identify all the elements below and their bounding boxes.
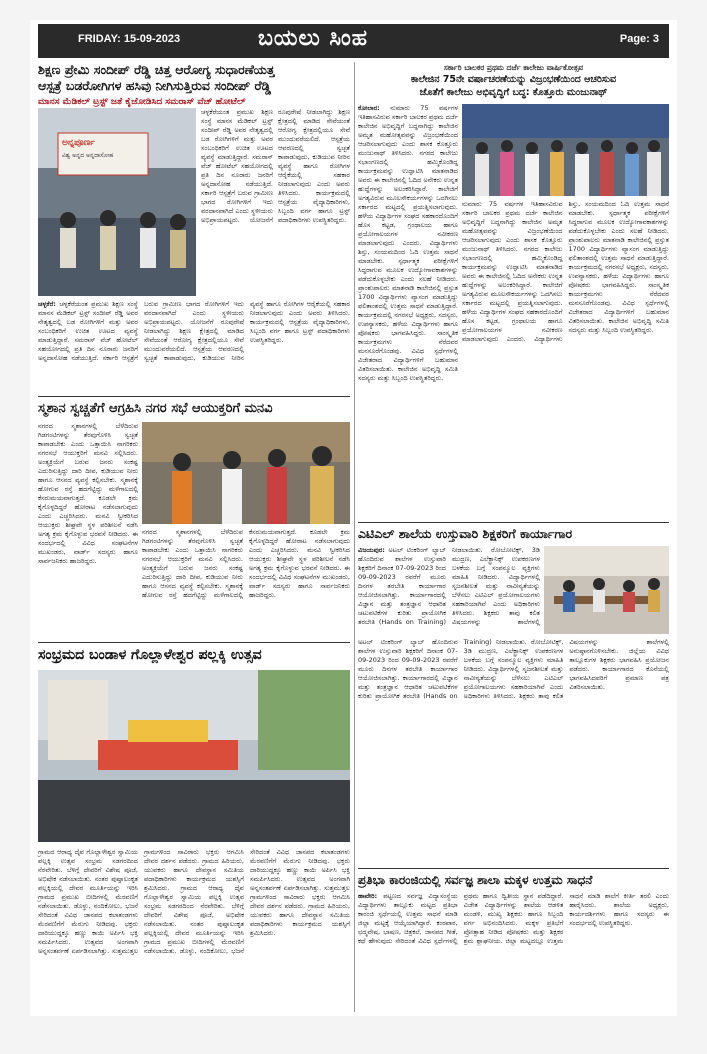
story-1-headline-1: ಶಿಕ್ಷಣ ಪ್ರೇಮಿ ಸಂದೀಪ್ ರೆಡ್ಡಿ ಚಿತ್ತ ಆರೋಗ್ಯ ಸುಧಾರಣೆಯತ್ತ: [38, 62, 275, 77]
divider: [358, 522, 669, 523]
story-3-body-text-b: ಗ್ರಾಮದ ಆರಾಧ್ಯ ದೈವ ಗೊಲ್ಲಾಳೇಶ್ವರ ಸ್ವಾಮಿಯ ಪಲ್ಲಕ್ಕಿ ಉತ್ಸವ ಸಂಭ್ರಮ ಸಡಗರದಿಂದ ನೆರವೇರಿತು. ಬೆಳಿಗ್ಗೆ ದೇವರಿಗೆ ವಿಶೇಷ ಪೂಜೆ, ಅಭಿಷೇಕ ನಡೆಸಲಾಯಿತು. ನಂತರ ಪುಷ್ಪಾಲಂಕೃತ ಪಲ್ಲಕ್ಕಿಯಲ್ಲಿ ದೇವರ ಮೂರ್ತಿಯನ್ನು ಇರಿಸಿ ಗ್ರಾಮದ ಪ್ರಮುಖ ಬೀದಿಗಳಲ್ಲಿ ಮೆರವಣಿಗೆ ನಡೆಸಲಾಯಿತು. ಡೊಳ್ಳು, ನಂದಿಕೋಲು, ಭಜನೆ ಸೇರಿದಂತೆ ವಿವಿಧ ಜಾನಪದ ಕಲಾತಂಡಗಳು ಮೆರವಣಿಗೆಗೆ ಮೆರುಗು ನೀಡಿದವು. ಭಕ್ತರು ದಾರಿಯುದ್ದಕ್ಕೂ ಹಣ್ಣು ಕಾಯಿ ಅರ್ಪಿಸಿ ಭಕ್ತಿ ಸಮರ್ಪಿಸಿದರು. ಉತ್ಸವದ ಅಂಗವಾಗಿ ಅನ್ನಸಂತರ್ಪಣೆ ಏರ್ಪಡಿಸಲಾಗಿತ್ತು. ಸುತ್ತಮುತ್ತಲ ಗ್ರಾಮಗಳಿಂದ ಸಾವಿರಾರು ಭಕ್ತರು ಆಗಮಿಸಿ ದೇವರ ದರ್ಶನ ಪಡೆದರು. ಗ್ರಾಮದ ಹಿರಿಯರು, ಯುವಕರು ಹಾಗೂ ದೇವಸ್ಥಾನ ಸಮಿತಿಯ ಪದಾಧಿಕಾರಿಗಳು ಕಾರ್ಯಕ್ರಮದ ಯಶಸ್ಸಿಗೆ ಶ್ರಮಿಸಿದರು.: [144, 848, 350, 955]
story-1-body-lower: [38, 300, 350, 390]
story-5-dateline: ವಿಜಯಪುರ:: [358, 546, 385, 554]
story-1: [38, 62, 350, 108]
story-5-photo-graphic: [544, 546, 669, 634]
story-1-subhead: ಮಾನಸ ಮೆಡಿಕಲ್ ಟ್ರಸ್ಟ್ ಜತೆ ಕೈಜೋಡಿಸಿದ ಸಮರಾಸ್ ವೆಜ್ ಹೋಟೆಲ್: [38, 97, 246, 107]
photo-sign-text: ಅನ್ನಪೂರ್ಣ: [62, 138, 95, 148]
story-3-body: [38, 848, 350, 1054]
story-3-body-text-a: ಗ್ರಾಮದ ಆರಾಧ್ಯ ದೈವ ಗೊಲ್ಲಾಳೇಶ್ವರ ಸ್ವಾಮಿಯ ಪಲ್ಲಕ್ಕಿ ಉತ್ಸವ ಸಂಭ್ರಮ ಸಡಗರದಿಂದ ನೆರವೇರಿತು. ಬೆಳಿಗ್ಗೆ ದೇವರಿಗೆ ವಿಶೇಷ ಪೂಜೆ, ಅಭಿಷೇಕ ನಡೆಸಲಾಯಿತು. ನಂತರ ಪುಷ್ಪಾಲಂಕೃತ ಪಲ್ಲಕ್ಕಿಯಲ್ಲಿ ದೇವರ ಮೂರ್ತಿಯನ್ನು ಇರಿಸಿ ಗ್ರಾಮದ ಪ್ರಮುಖ ಬೀದಿಗಳಲ್ಲಿ ಮೆರವಣಿಗೆ ನಡೆಸಲಾಯಿತು. ಡೊಳ್ಳು, ನಂದಿಕೋಲು, ಭಜನೆ ಸೇರಿದಂತೆ ವಿವಿಧ ಜಾನಪದ ಕಲಾತಂಡಗಳು ಮೆರವಣಿಗೆಗೆ ಮೆರುಗು ನೀಡಿದವು. ಭಕ್ತರು ದಾರಿಯುದ್ದಕ್ಕೂ ಹಣ್ಣು ಕಾಯಿ ಅರ್ಪಿಸಿ ಭಕ್ತಿ ಸಮರ್ಪಿಸಿದರು. ಉತ್ಸವದ ಅಂಗವಾಗಿ ಅನ್ನಸಂತರ್ಪಣೆ ಏರ್ಪಡಿಸಲಾಗಿತ್ತು. ಸುತ್ತಮುತ್ತಲ ಗ್ರಾಮಗಳಿಂದ ಸಾವಿರಾರು ಭಕ್ತರು ಆಗಮಿಸಿ ದೇವರ ದರ್ಶನ ಪಡೆದರು. ಗ್ರಾಮದ ಹಿರಿಯರು, ಯುವಕರು ಹಾಗೂ ದೇವಸ್ಥಾನ ಸಮಿತಿಯ ಪದಾಧಿಕಾರಿಗಳು ಕಾರ್ಯಕ್ರಮದ ಯಶಸ್ಸಿಗೆ ಶ್ರಮಿಸಿದರು.: [38, 848, 244, 955]
column-divider: [354, 62, 355, 1012]
story-1-headline-2: ಆಸ್ಪತ್ರೆ ಬಡರೋಗಿಗಳ ಹಸಿವು ನೀಗಿಸುತ್ತಿರುವ ಸಂದೀಪ್ ರೆಡ್ಡಿ: [38, 78, 271, 93]
story-4-photo: [462, 104, 669, 196]
story-1-body-text-b: ಚಳ್ಳಕೆರೆಯಂತ ಪ್ರಮುಖ ಶಿಕ್ಷಣ ಸಂಸ್ಥೆ ಮಾನಸ ಮೆಡಿಕಲ್ ಟ್ರಸ್ಟ್ ಸಂದೀಪ್ ರೆಡ್ಡಿ ಅವರ ನೇತೃತ್ವದಲ್ಲಿ ಬಡ ರೋಗಿಗಳಿಗೆ ಮತ್ತು ಅವರ ಸಂಬಂಧಿಕರಿಗೆ ಉಚಿತ ಊಟದ ವ್ಯವಸ್ಥೆ ಮಾಡುತ್ತಿದ್ದಾರೆ. ಸಮರಾಸ್ ವೆಜ್ ಹೋಟೆಲ್ ಸಹಯೋಗದಲ್ಲಿ ಪ್ರತಿ ದಿನ ನೂರಾರು ಜನರಿಗೆ ಅನ್ನದಾಸೋಹ ನಡೆಯುತ್ತಿದೆ. ಸರ್ಕಾರಿ ಆಸ್ಪತ್ರೆಗೆ ಬರುವ ಗ್ರಾಮೀಣ ಭಾಗದ ರೋಗಿಗಳಿಗೆ ಇದು ವರದಾನವಾಗಿದೆ ಎಂದು ಸ್ಥಳೀಯರು ಅಭಿಪ್ರಾಯಪಟ್ಟರು. ಯೋಜನೆಗೆ ರೂಪುರೇಷೆ ನೀಡಲಾಗಿದ್ದು ಶಿಕ್ಷಣ ಕ್ಷೇತ್ರದಲ್ಲಿ ಮಾಡಿದ ಸೇವೆಯಂತೆ ಆರೋಗ್ಯ ಕ್ಷೇತ್ರದಲ್ಲಿಯೂ ಸೇವೆ ಮುಂದುವರೆಯಲಿದೆ. ಆಸ್ಪತ್ರೆಯ ಆವರಣದಲ್ಲಿ ಸ್ವಚ್ಛತೆ ಕಾಪಾಡುವುದು, ಕುಡಿಯುವ ನೀರಿನ ವ್ಯವಸ್ಥೆ ಹಾಗೂ ರೋಗಿಗಳ ಆರೈಕೆಯಲ್ಲಿ ಸಹಕಾರ ನೀಡಲಾಗುವುದು ಎಂದು ಅವರು ತಿಳಿಸಿದರು. ಕಾರ್ಯಕ್ರಮದಲ್ಲಿ ಆಸ್ಪತ್ರೆಯ ವೈದ್ಯಾಧಿಕಾರಿಗಳು, ಸಿಬ್ಬಂದಿ ವರ್ಗ ಹಾಗೂ ಟ್ರಸ್ಟ್ ಪದಾಧಿಕಾರಿಗಳು ಉಪಸ್ಥಿತರಿದ್ದರು.: [38, 300, 350, 362]
divider: [38, 642, 350, 643]
story-5-body-text-b: ಅಟಲ್ ಟಿಂಕರಿಂಗ್ ಲ್ಯಾಬ್ ಹೊಂದಿರುವ ಶಾಲೆಗಳ ಉಸ್ತುವಾರಿ ಶಿಕ್ಷಕರಿಗೆ ದಿನಾಂಕ 07-09-2023 ರಿಂದ 09-09-2023 ರವರೆಗೆ ಮೂರು ದಿನಗಳ ತರಬೇತಿ ಕಾರ್ಯಾಗಾರ ಆಯೋಜಿಸಲಾಗಿತ್ತು. ಕಾರ್ಯಾಗಾರದಲ್ಲಿ ವಿಜ್ಞಾನ ಮತ್ತು ತಂತ್ರಜ್ಞಾನ ಆಧಾರಿತ ಚಟುವಟಿಕೆಗಳ ಕುರಿತು ಪ್ರಾಯೋಗಿಕ ತರಬೇತಿ (Hands on Training) ನೀಡಲಾಯಿತು. ರೋಬೋಟಿಕ್ಸ್, 3ಡಿ ಮುದ್ರಣ, ಎಲೆಕ್ಟ್ರಾನಿಕ್ಸ್ ಉಪಕರಣಗಳ ಬಳಕೆಯ ಬಗ್ಗೆ ಸಂಪನ್ಮೂಲ ವ್ಯಕ್ತಿಗಳು ಮಾಹಿತಿ ನೀಡಿದರು. ವಿದ್ಯಾರ್ಥಿಗಳಲ್ಲಿ ಸೃಜನಶೀಲತೆ ಮತ್ತು ನಾವೀನ್ಯತೆಯನ್ನು ಬೆಳೆಸಲು ಎಟಿಎಲ್ ಪ್ರಯೋಗಾಲಯಗಳು ಸಹಕಾರಿಯಾಗಿವೆ ಎಂದು ಅಧಿಕಾರಿಗಳು ತಿಳಿಸಿದರು. ಶಿಕ್ಷಕರು ತಾವು ಕಲಿತ ವಿಷಯಗಳನ್ನು ಶಾಲೆಗಳಲ್ಲಿ ಅನುಷ್ಠಾನಗೊಳಿಸಬೇಕು. ಜಿಲ್ಲೆಯ ವಿವಿಧ ತಾಲ್ಲೂಕುಗಳ ಶಿಕ್ಷಕರು ಭಾಗವಹಿಸಿ ಪ್ರಯೋಜನ ಪಡೆದರು. ಕಾರ್ಯಾಗಾರದ ಕೊನೆಯಲ್ಲಿ ಭಾಗವಹಿಸಿದವರಿಗೆ ಪ್ರಮಾಣ ಪತ್ರ ವಿತರಿಸಲಾಯಿತು.: [358, 638, 669, 700]
story-1-body-text-a: ಚಳ್ಳಕೆರೆಯಂತ ಪ್ರಮುಖ ಶಿಕ್ಷಣ ಸಂಸ್ಥೆ ಮಾನಸ ಮೆಡಿಕಲ್ ಟ್ರಸ್ಟ್ ಸಂದೀಪ್ ರೆಡ್ಡಿ ಅವರ ನೇತೃತ್ವದಲ್ಲಿ ಬಡ ರೋಗಿಗಳಿಗೆ ಮತ್ತು ಅವರ ಸಂಬಂಧಿಕರಿಗೆ ಉಚಿತ ಊಟದ ವ್ಯವಸ್ಥೆ ಮಾಡುತ್ತಿದ್ದಾರೆ. ಸಮರಾಸ್ ವೆಜ್ ಹೋಟೆಲ್ ಸಹಯೋಗದಲ್ಲಿ ಪ್ರತಿ ದಿನ ನೂರಾರು ಜನರಿಗೆ ಅನ್ನದಾಸೋಹ ನಡೆಯುತ್ತಿದೆ. ಸರ್ಕಾರಿ ಆಸ್ಪತ್ರೆಗೆ ಬರುವ ಗ್ರಾಮೀಣ ಭಾಗದ ರೋಗಿಗಳಿಗೆ ಇದು ವರದಾನವಾಗಿದೆ ಎಂದು ಸ್ಥಳೀಯರು ಅಭಿಪ್ರಾಯಪಟ್ಟರು. ಯೋಜನೆಗೆ ರೂಪುರೇಷೆ ನೀಡಲಾಗಿದ್ದು ಶಿಕ್ಷಣ ಕ್ಷೇತ್ರದಲ್ಲಿ ಮಾಡಿದ ಸೇವೆಯಂತೆ ಆರೋಗ್ಯ ಕ್ಷೇತ್ರದಲ್ಲಿಯೂ ಸೇವೆ ಮುಂದುವರೆಯಲಿದೆ. ಆಸ್ಪತ್ರೆಯ ಆವರಣದಲ್ಲಿ ಸ್ವಚ್ಛತೆ ಕಾಪಾಡುವುದು, ಕುಡಿಯುವ ನೀರಿನ ವ್ಯವಸ್ಥೆ ಹಾಗೂ ರೋಗಿಗಳ ಆರೈಕೆಯಲ್ಲಿ ಸಹಕಾರ ನೀಡಲಾಗುವುದು ಎಂದು ಅವರು ತಿಳಿಸಿದರು. ಕಾರ್ಯಕ್ರಮದಲ್ಲಿ ಆಸ್ಪತ್ರೆಯ ವೈದ್ಯಾಧಿಕಾರಿಗಳು, ಸಿಬ್ಬಂದಿ ವರ್ಗ ಹಾಗೂ ಟ್ರಸ್ಟ್ ಪದಾಧಿಕಾರಿಗಳು ಉಪಸ್ಥಿತರಿದ್ದರು.: [201, 108, 350, 224]
story-4-body-left: [358, 104, 458, 518]
story-1-dateline: ಚಳ್ಳಕೆರೆ:: [38, 300, 56, 308]
story-4-headline-1: ಕಾಲೇಜಿನ 75ನೇ ವರ್ಷಾಚರಣೆಯನ್ನು ವಿಜ್ರಂಭಣೆಯಿಂದ ಆಚರಿಸುವ: [410, 74, 617, 85]
story-2-body-text-b: ನಗರದ ಸ್ಮಶಾನಗಳಲ್ಲಿ ಬೆಳೆದಿರುವ ಗಿಡಗಂಟಿಗಳನ್ನು ತೆರವುಗೊಳಿಸಿ ಸ್ವಚ್ಛತೆ ಕಾಪಾಡಬೇಕು ಎಂದು ಒತ್ತಾಯಿಸಿ ನಾಗರಿಕರು ನಗರಸಭೆ ಆಯುಕ್ತರಿಗೆ ಮನವಿ ಸಲ್ಲಿಸಿದರು. ಅಂತ್ಯಕ್ರಿಯೆಗೆ ಬರುವ ಜನರು ಸಂಕಷ್ಟ ಎದುರಿಸುತ್ತಿದ್ದು ದಾರಿ ದೀಪ, ಕುಡಿಯುವ ನೀರು ಹಾಗೂ ಆಸನದ ವ್ಯವಸ್ಥೆ ಕಲ್ಪಿಸಬೇಕು. ಸ್ಮಶಾನಕ್ಕೆ ಹೋಗುವ ರಸ್ತೆ ಹದಗೆಟ್ಟಿದ್ದು ಮಳೆಗಾಲದಲ್ಲಿ ಕೆಸರುಮಯವಾಗುತ್ತದೆ. ಕೂಡಲೇ ಕ್ರಮ ಕೈಗೊಳ್ಳದಿದ್ದರೆ ಹೋರಾಟ ನಡೆಸಲಾಗುವುದು ಎಂದು ಎಚ್ಚರಿಸಿದರು. ಮನವಿ ಸ್ವೀಕರಿಸಿದ ಆಯುಕ್ತರು ಶೀಘ್ರವೇ ಸ್ಥಳ ಪರಿಶೀಲನೆ ನಡೆಸಿ ಅಗತ್ಯ ಕ್ರಮ ಕೈಗೊಳ್ಳುವ ಭರವಸೆ ನೀಡಿದರು. ಈ ಸಂದರ್ಭದಲ್ಲಿ ವಿವಿಧ ಸಂಘಟನೆಗಳ ಮುಖಂಡರು, ವಾರ್ಡ್ ಸದಸ್ಯರು ಹಾಗೂ ಸಾರ್ವಜನಿಕರು ಹಾಜರಿದ್ದರು.: [142, 528, 350, 599]
story-1-photo: [38, 108, 196, 296]
masthead-date: FRIDAY: 15-09-2023: [78, 33, 181, 45]
story-5-body-upper: [358, 546, 540, 634]
story-4-dateline: ಕೋಲಾರ:: [358, 104, 380, 112]
divider: [358, 868, 669, 869]
story-2-headline: ಸ್ಮಶಾನ ಸ್ವಚ್ಚತೆಗೆ ಆಗ್ರಹಿಸಿ ನಗರ ಸಭೆ ಆಯುಕ್ತರಿಗೆ ಮನವಿ: [38, 401, 273, 416]
story-5-photo: [544, 546, 669, 634]
story-1-body-upper: [201, 108, 350, 296]
story-4-body-right: [462, 200, 669, 518]
story-4-photo-graphic: [462, 104, 669, 196]
story-2-body-text-a: ನಗರದ ಸ್ಮಶಾನಗಳಲ್ಲಿ ಬೆಳೆದಿರುವ ಗಿಡಗಂಟಿಗಳನ್ನು ತೆರವುಗೊಳಿಸಿ ಸ್ವಚ್ಛತೆ ಕಾಪಾಡಬೇಕು ಎಂದು ಒತ್ತಾಯಿಸಿ ನಾಗರಿಕರು ನಗರಸಭೆ ಆಯುಕ್ತರಿಗೆ ಮನವಿ ಸಲ್ಲಿಸಿದರು. ಅಂತ್ಯಕ್ರಿಯೆಗೆ ಬರುವ ಜನರು ಸಂಕಷ್ಟ ಎದುರಿಸುತ್ತಿದ್ದು ದಾರಿ ದೀಪ, ಕುಡಿಯುವ ನೀರು ಹಾಗೂ ಆಸನದ ವ್ಯವಸ್ಥೆ ಕಲ್ಪಿಸಬೇಕು. ಸ್ಮಶಾನಕ್ಕೆ ಹೋಗುವ ರಸ್ತೆ ಹದಗೆಟ್ಟಿದ್ದು ಮಳೆಗಾಲದಲ್ಲಿ ಕೆಸರುಮಯವಾಗುತ್ತದೆ. ಕೂಡಲೇ ಕ್ರಮ ಕೈಗೊಳ್ಳದಿದ್ದರೆ ಹೋರಾಟ ನಡೆಸಲಾಗುವುದು ಎಂದು ಎಚ್ಚರಿಸಿದರು. ಮನವಿ ಸ್ವೀಕರಿಸಿದ ಆಯುಕ್ತರು ಶೀಘ್ರವೇ ಸ್ಥಳ ಪರಿಶೀಲನೆ ನಡೆಸಿ ಅಗತ್ಯ ಕ್ರಮ ಕೈಗೊಳ್ಳುವ ಭರವಸೆ ನೀಡಿದರು. ಈ ಸಂದರ್ಭದಲ್ಲಿ ವಿವಿಧ ಸಂಘಟನೆಗಳ ಮುಖಂಡರು, ವಾರ್ಡ್ ಸದಸ್ಯರು ಹಾಗೂ ಸಾರ್ವಜನಿಕರು ಹಾಜರಿದ್ದರು.: [38, 422, 138, 565]
divider: [38, 396, 350, 397]
newspaper-page: [30, 20, 677, 1016]
story-4-kicker: ಸರ್ಕಾರಿ ಬಾಲಕರ ಪ್ರಥಮ ದರ್ಜೆ ಕಾಲೇಜು ವಾರ್ಷಿಕೋತ್ಸವ: [443, 63, 584, 72]
story-6-body: [358, 892, 669, 1054]
story-6-dateline: ಹಾವೇರಿ:: [358, 892, 378, 900]
story-6-headline: ಪ್ರತಿಭಾ ಕಾರಂಜಿಯಲ್ಲಿ ಸರ್ವಜ್ಞ ಶಾಲಾ ಮಕ್ಕಳ ಉತ್ತಮ ಸಾಧನೆ: [358, 873, 593, 887]
page-number: Page: 3: [619, 33, 659, 45]
story-5-headline: ಎಟಿಎಲ್ ಶಾಲೆಯ ಉಸ್ತುವಾರಿ ಶಿಕ್ಷಕರಿಗೆ ಕಾರ್ಯಾಗಾರ: [358, 526, 573, 541]
story-4-body-text-a: ನುಮಾರು 75 ವರ್ಷಗಳ ಇತಿಹಾಸವಿರುವ ಸರ್ಕಾರಿ ಬಾಲಕರ ಪ್ರಥಮ ದರ್ಜೆ ಕಾಲೇಜಿನ ಅಭಿವೃದ್ಧಿಗೆ ಬದ್ಧನಾಗಿದ್ದು ಕಾಲೇಜಿನ ಅಮೃತ ಮಹೋತ್ಸವವನ್ನು ವಿಜ್ರಂಭಣೆಯಿಂದ ಆಚರಿಸಲಾಗುವುದು ಎಂದು ಶಾಸಕ ಕೊತ್ತೂರು ಮಂಜುನಾಥ್ ತಿಳಿಸಿದರು. ನಗರದ ಕಾಲೇಜು ಸಭಾಂಗಣದಲ್ಲಿ ಹಮ್ಮಿಕೊಂಡಿದ್ದ ಕಾರ್ಯಕ್ರಮವನ್ನು ಉದ್ಘಾಟಿಸಿ ಮಾತನಾಡಿದ ಅವರು ಈ ಕಾಲೇಜಿನಲ್ಲಿ ಓದಿದ ಅನೇಕರು ಉನ್ನತ ಹುದ್ದೆಗಳನ್ನು ಅಲಂಕರಿಸಿದ್ದಾರೆ. ಕಾಲೇಜಿಗೆ ಅಗತ್ಯವಿರುವ ಮೂಲಸೌಕರ್ಯಗಳನ್ನು ಒದಗಿಸಲು ಸರ್ಕಾರದ ಮಟ್ಟದಲ್ಲಿ ಪ್ರಯತ್ನಿಸಲಾಗುವುದು. ಹಳೆಯ ವಿದ್ಯಾರ್ಥಿಗಳ ಸಂಘದ ಸಹಕಾರದೊಂದಿಗೆ ಹೊಸ ಕಟ್ಟಡ, ಗ್ರಂಥಾಲಯ ಹಾಗೂ ಪ್ರಯೋಗಾಲಯಗಳ ನವೀಕರಣ ಮಾಡಲಾಗುವುದು ಎಂದರು. ವಿದ್ಯಾರ್ಥಿಗಳು ಶಿಸ್ತು, ಸಂಯಮದಿಂದ ಓದಿ ಉತ್ತಮ ಸಾಧನೆ ಮಾಡಬೇಕು. ಸ್ಪರ್ಧಾತ್ಮಕ ಪರೀಕ್ಷೆಗಳಿಗೆ ಸಿದ್ಧರಾಗುವ ಮೂಲಕ ಉದ್ಯೋಗಾವಕಾಶಗಳನ್ನು ಪಡೆದುಕೊಳ್ಳಬೇಕು ಎಂದು ಸಲಹೆ ನೀಡಿದರು. ಪ್ರಾಂಶುಪಾಲರು ಮಾತನಾಡಿ ಕಾಲೇಜಿನಲ್ಲಿ ಪ್ರಸ್ತುತ 1700 ವಿದ್ಯಾರ್ಥಿಗಳು ವ್ಯಾಸಂಗ ಮಾಡುತ್ತಿದ್ದು ಫಲಿತಾಂಶದಲ್ಲಿ ಉತ್ತಮ ಸಾಧನೆ ಮಾಡುತ್ತಿದ್ದಾರೆ. ಕಾರ್ಯಕ್ರಮದಲ್ಲಿ ನಗರಸಭೆ ಅಧ್ಯಕ್ಷರು, ಸದಸ್ಯರು, ಉಪನ್ಯಾಸಕರು, ಹಳೆಯ ವಿದ್ಯಾರ್ಥಿಗಳು ಹಾಗೂ ಪೋಷಕರು ಭಾಗವಹಿಸಿದ್ದರು. ಸಾಂಸ್ಕೃತಿಕ ಕಾರ್ಯಕ್ರಮಗಳು ನೆರೆದವರ ಮನಸೂರೆಗೊಂಡವು. ವಿವಿಧ ಸ್ಪರ್ಧೆಗಳಲ್ಲಿ ವಿಜೇತರಾದ ವಿದ್ಯಾರ್ಥಿಗಳಿಗೆ ಬಹುಮಾನ ವಿತರಿಸಲಾಯಿತು. ಕಾಲೇಜಿನ ಅಭಿವೃದ್ಧಿ ಸಮಿತಿ ಸದಸ್ಯರು ಮತ್ತು ಸಿಬ್ಬಂದಿ ಉಪಸ್ಥಿತರಿದ್ದರು.: [358, 104, 458, 382]
masthead-title: ಬಯಲು ಸಿಂಹ: [258, 26, 369, 51]
story-1-photo-graphic: [38, 108, 196, 296]
story-6-body-text-a: ಪಟ್ಟಣದ ಸರ್ವಜ್ಞ ವಿದ್ಯಾಸಂಸ್ಥೆಯ ವಿದ್ಯಾರ್ಥಿಗಳು ತಾಲ್ಲೂಕು ಮಟ್ಟದ ಪ್ರತಿಭಾ ಕಾರಂಜಿ ಸ್ಪರ್ಧೆಯಲ್ಲಿ ಉತ್ತಮ ಸಾಧನೆ ಮಾಡಿ ಜಿಲ್ಲಾ ಮಟ್ಟಕ್ಕೆ ಆಯ್ಕೆಯಾಗಿದ್ದಾರೆ. ಕಂಠಪಾಠ, ಛದ್ಮವೇಷ, ಭಾಷಣ, ಚಿತ್ರಕಲೆ, ಜಾನಪದ ಗೀತೆ, ಕಥೆ ಹೇಳುವುದು ಸೇರಿದಂತೆ ವಿವಿಧ ಸ್ಪರ್ಧೆಗಳಲ್ಲಿ ಪ್ರಥಮ ಹಾಗೂ ದ್ವಿತೀಯ ಸ್ಥಾನ ಪಡೆದಿದ್ದಾರೆ. ವಿಜೇತ ವಿದ್ಯಾರ್ಥಿಗಳನ್ನು ಶಾಲೆಯ ಆಡಳಿತ ಮಂಡಳಿ, ಮುಖ್ಯ ಶಿಕ್ಷಕರು ಹಾಗೂ ಸಿಬ್ಬಂದಿ ವರ್ಗ ಅಭಿನಂದಿಸಿದರು. ಮಕ್ಕಳ ಪ್ರತಿಭೆಗೆ ಪ್ರೋತ್ಸಾಹ ನೀಡಿದ ಪೋಷಕರು ಮತ್ತು ಶಿಕ್ಷಕರ ಶ್ರಮ ಶ್ಲಾಘನೀಯ. ಜಿಲ್ಲಾ ಮಟ್ಟದಲ್ಲೂ ಉತ್ತಮ ಸಾಧನೆ ಮಾಡಿ ಶಾಲೆಗೆ ಕೀರ್ತಿ ತರಲಿ ಎಂದು ಹಾರೈಸಿದರು. ಶಾಲೆಯ ಅಧ್ಯಕ್ಷರು, ಕಾರ್ಯದರ್ಶಿಗಳು ಹಾಗೂ ಸದಸ್ಯರು ಈ ಸಂದರ್ಭದಲ್ಲಿ ಉಪಸ್ಥಿತರಿದ್ದರು.: [358, 892, 669, 945]
story-5-body-lower: [358, 638, 669, 864]
story-2-body-right: [142, 528, 350, 636]
story-3-photo: [38, 670, 350, 842]
story-2-body-left: [38, 422, 138, 636]
story-3-headline: ಸಂಭ್ರಮದ ಬಂಡಾಳ ಗೊಲ್ಲಾಳೇಶ್ವರ ಪಲ್ಲಕ್ಕಿ ಉತ್ಸವ: [38, 647, 262, 663]
story-3-photo-graphic: [38, 670, 350, 842]
story-5-body-text-a: ಅಟಲ್ ಟಿಂಕರಿಂಗ್ ಲ್ಯಾಬ್ ಹೊಂದಿರುವ ಶಾಲೆಗಳ ಉಸ್ತುವಾರಿ ಶಿಕ್ಷಕರಿಗೆ ದಿನಾಂಕ 07-09-2023 ರಿಂದ 09-09-2023 ರವರೆಗೆ ಮೂರು ದಿನಗಳ ತರಬೇತಿ ಕಾರ್ಯಾಗಾರ ಆಯೋಜಿಸಲಾಗಿತ್ತು. ಕಾರ್ಯಾಗಾರದಲ್ಲಿ ವಿಜ್ಞಾನ ಮತ್ತು ತಂತ್ರಜ್ಞಾನ ಆಧಾರಿತ ಚಟುವಟಿಕೆಗಳ ಕುರಿತು ಪ್ರಾಯೋಗಿಕ ತರಬೇತಿ (Hands on Training) ನೀಡಲಾಯಿತು. ರೋಬೋಟಿಕ್ಸ್, 3ಡಿ ಮುದ್ರಣ, ಎಲೆಕ್ಟ್ರಾನಿಕ್ಸ್ ಉಪಕರಣಗಳ ಬಳಕೆಯ ಬಗ್ಗೆ ಸಂಪನ್ಮೂಲ ವ್ಯಕ್ತಿಗಳು ಮಾಹಿತಿ ನೀಡಿದರು. ವಿದ್ಯಾರ್ಥಿಗಳಲ್ಲಿ ಸೃಜನಶೀಲತೆ ಮತ್ತು ನಾವೀನ್ಯತೆಯನ್ನು ಬೆಳೆಸಲು ಎಟಿಎಲ್ ಪ್ರಯೋಗಾಲಯಗಳು ಸಹಕಾರಿಯಾಗಿವೆ ಎಂದು ಅಧಿಕಾರಿಗಳು ತಿಳಿಸಿದರು. ಶಿಕ್ಷಕರು ತಾವು ಕಲಿತ ವಿಷಯಗಳನ್ನು ಶಾಲೆಗಳಲ್ಲಿ: [358, 546, 540, 626]
masthead: [38, 24, 669, 58]
story-2-photo: [142, 422, 350, 524]
story-4-body-text-b: ನುಮಾರು 75 ವರ್ಷಗಳ ಇತಿಹಾಸವಿರುವ ಸರ್ಕಾರಿ ಬಾಲಕರ ಪ್ರಥಮ ದರ್ಜೆ ಕಾಲೇಜಿನ ಅಭಿವೃದ್ಧಿಗೆ ಬದ್ಧನಾಗಿದ್ದು ಕಾಲೇಜಿನ ಅಮೃತ ಮಹೋತ್ಸವವನ್ನು ವಿಜ್ರಂಭಣೆಯಿಂದ ಆಚರಿಸಲಾಗುವುದು ಎಂದು ಶಾಸಕ ಕೊತ್ತೂರು ಮಂಜುನಾಥ್ ತಿಳಿಸಿದರು. ನಗರದ ಕಾಲೇಜು ಸಭಾಂಗಣದಲ್ಲಿ ಹಮ್ಮಿಕೊಂಡಿದ್ದ ಕಾರ್ಯಕ್ರಮವನ್ನು ಉದ್ಘಾಟಿಸಿ ಮಾತನಾಡಿದ ಅವರು ಈ ಕಾಲೇಜಿನಲ್ಲಿ ಓದಿದ ಅನೇಕರು ಉನ್ನತ ಹುದ್ದೆಗಳನ್ನು ಅಲಂಕರಿಸಿದ್ದಾರೆ. ಕಾಲೇಜಿಗೆ ಅಗತ್ಯವಿರುವ ಮೂಲಸೌಕರ್ಯಗಳನ್ನು ಒದಗಿಸಲು ಸರ್ಕಾರದ ಮಟ್ಟದಲ್ಲಿ ಪ್ರಯತ್ನಿಸಲಾಗುವುದು. ಹಳೆಯ ವಿದ್ಯಾರ್ಥಿಗಳ ಸಂಘದ ಸಹಕಾರದೊಂದಿಗೆ ಹೊಸ ಕಟ್ಟಡ, ಗ್ರಂಥಾಲಯ ಹಾಗೂ ಪ್ರಯೋಗಾಲಯಗಳ ನವೀಕರಣ ಮಾಡಲಾಗುವುದು ಎಂದರು. ವಿದ್ಯಾರ್ಥಿಗಳು ಶಿಸ್ತು, ಸಂಯಮದಿಂದ ಓದಿ ಉತ್ತಮ ಸಾಧನೆ ಮಾಡಬೇಕು. ಸ್ಪರ್ಧಾತ್ಮಕ ಪರೀಕ್ಷೆಗಳಿಗೆ ಸಿದ್ಧರಾಗುವ ಮೂಲಕ ಉದ್ಯೋಗಾವಕಾಶಗಳನ್ನು ಪಡೆದುಕೊಳ್ಳಬೇಕು ಎಂದು ಸಲಹೆ ನೀಡಿದರು. ಪ್ರಾಂಶುಪಾಲರು ಮಾತನಾಡಿ ಕಾಲೇಜಿನಲ್ಲಿ ಪ್ರಸ್ತುತ 1700 ವಿದ್ಯಾರ್ಥಿಗಳು ವ್ಯಾಸಂಗ ಮಾಡುತ್ತಿದ್ದು ಫಲಿತಾಂಶದಲ್ಲಿ ಉತ್ತಮ ಸಾಧನೆ ಮಾಡುತ್ತಿದ್ದಾರೆ. ಕಾರ್ಯಕ್ರಮದಲ್ಲಿ ನಗರಸಭೆ ಅಧ್ಯಕ್ಷರು, ಸದಸ್ಯರು, ಉಪನ್ಯಾಸಕರು, ಹಳೆಯ ವಿದ್ಯಾರ್ಥಿಗಳು ಹಾಗೂ ಪೋಷಕರು ಭಾಗವಹಿಸಿದ್ದರು. ಸಾಂಸ್ಕೃತಿಕ ಕಾರ್ಯಕ್ರಮಗಳು ನೆರೆದವರ ಮನಸೂರೆಗೊಂಡವು. ವಿವಿಧ ಸ್ಪರ್ಧೆಗಳಲ್ಲಿ ವಿಜೇತರಾದ ವಿದ್ಯಾರ್ಥಿಗಳಿಗೆ ಬಹುಮಾನ ವಿತರಿಸಲಾಯಿತು. ಕಾಲೇಜಿನ ಅಭಿವೃದ್ಧಿ ಸಮಿತಿ ಸದಸ್ಯರು ಮತ್ತು ಸಿಬ್ಬಂದಿ ಉಪಸ್ಥಿತರಿದ್ದರು.: [462, 200, 669, 343]
photo-sign-subtext: ವಿಶ್ವ ಅನ್ನದ ಅನ್ನದಾಸೋಹ: [62, 152, 114, 159]
story-2-photo-graphic: [142, 422, 350, 524]
story-4-headline-2: ಜೊತೆಗೆ ಕಾಲೇಜು ಅಭಿವೃದ್ಧಿಗೆ ಬದ್ಧ: ಕೊತ್ತೂರು ಮಂಜುನಾಥ್: [419, 87, 608, 98]
story-4-header: [358, 62, 669, 99]
